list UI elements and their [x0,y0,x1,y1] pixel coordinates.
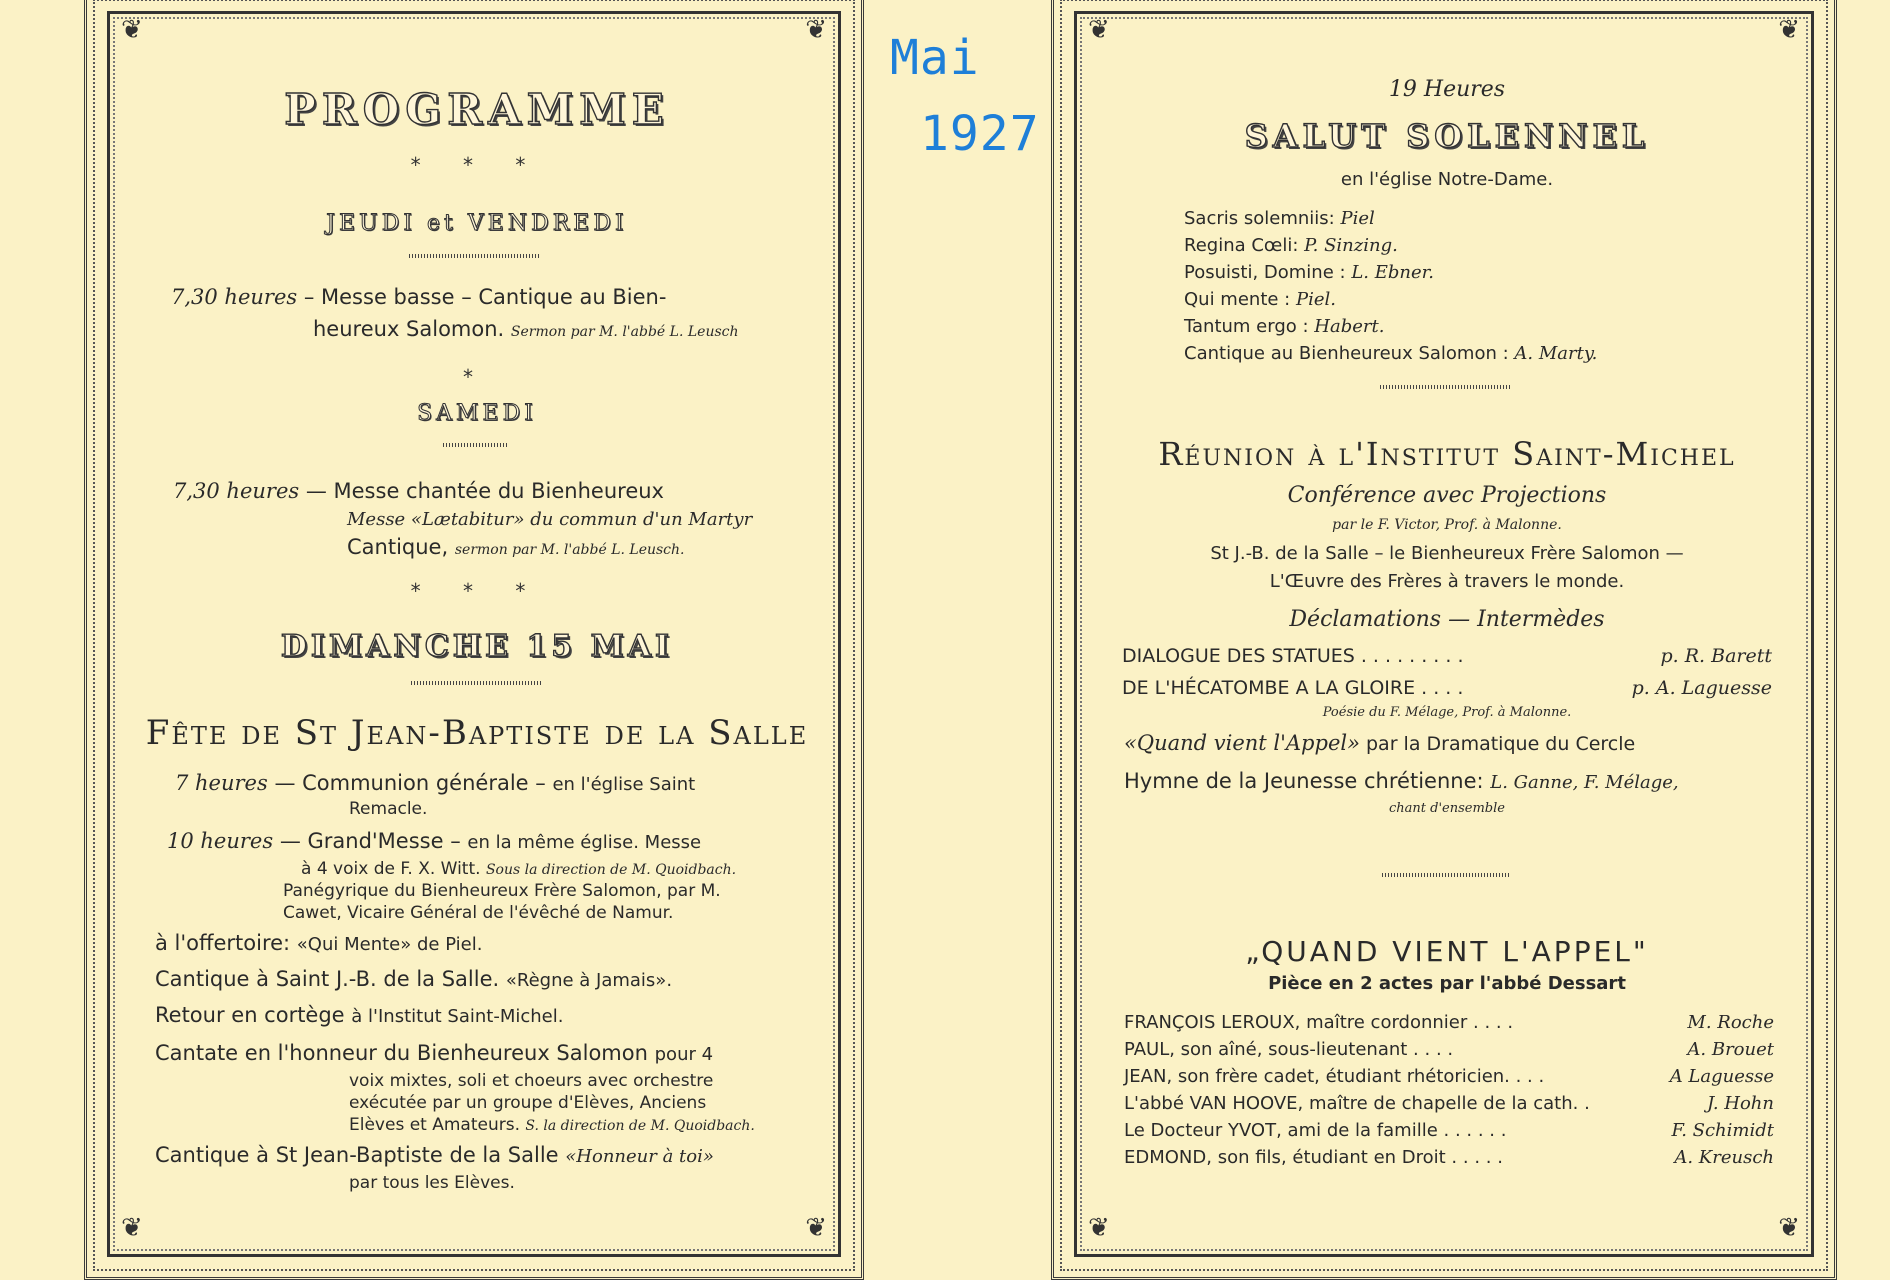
cast-row: PAUL, son aîné, sous-lieutenant . . . . A. Brouet [1124,1039,1774,1060]
event-text: — Grand'Messe – [279,829,461,853]
item-cantate-line2: voix mixtes, soli et choeurs avec orchestre [349,1071,714,1091]
item-text: Cantate en l'honneur du Bienheureux Salomon [155,1041,648,1065]
stamp-month: Mai [890,30,980,86]
divider-rule [443,443,509,447]
stars-divider: * * * [410,153,544,177]
declamation-author: p. A. Laguesse [1631,677,1772,699]
declamation-author: L. Ganne, F. Mélage, [1490,772,1679,793]
event-time: 10 heures [167,829,274,853]
music-item: Sacris solemniis: Piel [1184,208,1375,229]
event-communion [175,771,695,795]
ornament-icon: ❦ [805,15,827,45]
item-text: Elèves et Amateurs. [349,1115,520,1135]
item-cantate [155,1041,713,1065]
event-text: à 4 voix de F. X. Witt. [301,859,481,879]
item-cantique-final-line2: par tous les Elèves. [349,1173,515,1193]
left-page [84,0,864,1280]
event-place: en l'église Saint [552,774,696,795]
declamation-author: p. R. Barett [1660,645,1772,667]
event-note: Sermon par M. l'abbé L. Leusch [510,324,739,340]
event-note: Sous la direction de M. Quoidbach. [485,862,737,878]
declamation-note: chant d'ensemble [1389,801,1505,816]
item-cortege [155,1003,563,1027]
declamation-title: «Quand vient l'Appel» [1124,731,1360,755]
event-saturday-mass: Messe «Lætabitur» du commun d'un Martyr [347,509,753,530]
declamation-title: DE L'HÉCATOMBE A LA GLOIRE . . . . [1122,677,1464,699]
programme-title: PROGRAMME [284,85,670,134]
event-thursday-line2 [313,317,739,341]
topic-line2: L'Œuvre des Frères à travers le monde. [1269,571,1625,592]
event-place: en la même église. Messe [467,832,702,853]
divider-rule [411,681,541,685]
cast-list [1124,1009,1774,1171]
declamation-row [1122,645,1772,667]
item-offertoire [155,931,482,955]
declamation-author: par la Dramatique du Cercle [1365,733,1636,755]
right-page [1051,0,1837,1280]
declamation-row [1122,677,1772,699]
divider-rule [409,254,539,258]
music-list [1184,205,1597,367]
sunday-heading: DIMANCHE 15 MAI [280,629,674,664]
declamation-title: DIALOGUE DES STATUES . . . . . . . . . [1122,645,1464,667]
event-thursday [171,285,666,309]
event-text: — Messe chantée du Bienheureux [305,479,664,503]
event-text: Cantique, [347,535,449,559]
cast-row: L'abbé VAN HOOVE, maître de chapelle de la cath. . J. Hohn [1124,1093,1774,1114]
cast-row: JEAN, son frère cadet, étudiant rhétoricien. . . . A Laguesse [1124,1066,1774,1087]
church-line: en l'église Notre-Dame. [1340,169,1554,190]
item-cantique [155,967,672,991]
event-saturday-line3 [347,535,684,559]
event-grand-messe-line4: Cawet, Vicaire Général de l'évêché de Namur. [283,903,674,923]
event-grand-messe-line3: Panégyrique du Bienheureux Frère Salomon, par M. [283,881,721,901]
ornament-icon: ❦ [1778,15,1800,45]
item-detail: à l'Institut Saint-Michel. [351,1006,564,1027]
event-text: — Communion générale – [274,771,546,795]
item-text: Retour en cortège [155,1003,345,1027]
declamation-note: Poésie du F. Mélage, Prof. à Malonne. [1322,705,1572,720]
day-heading-saturday: SAMEDI [417,401,537,426]
hour-heading: 19 Heures [1388,77,1506,102]
music-item: Tantum ergo : Habert. [1184,316,1385,337]
event-text: heureux Salomon. [313,317,505,341]
item-detail: pour 4 [654,1044,714,1065]
item-note: S. la direction de M. Quoidbach. [525,1118,755,1134]
reunion-title: Réunion à l'Institut Saint-Michel [1158,435,1736,473]
item-detail: «Honneur à toi» [565,1146,714,1167]
cast-row: FRANÇOIS LEROUX, maître cordonnier . . . . M. Roche [1124,1012,1774,1033]
cast-row: Le Docteur YVOT, ami de la famille . . . . . . F. Schimidt [1124,1120,1774,1141]
cast-row: EDMOND, son fils, étudiant en Droit . . . . . A. Kreusch [1124,1147,1774,1168]
fete-title: Fête de St Jean-Baptiste de la Salle [145,713,809,753]
day-heading-thursday-friday: JEUDI et VENDREDI [326,211,628,236]
topic-line1: St J.-B. de la Salle – le Bienheureux Frère Salomon — [1210,543,1684,564]
item-cantate-line3: exécutée par un groupe d'Elèves, Anciens [349,1093,707,1113]
ornament-icon: ❦ [1778,1213,1800,1243]
declamation-row [1124,731,1635,755]
conference-by: par le F. Victor, Prof. à Malonne. [1332,517,1562,533]
play-title: „QUAND VIENT L'APPEL" [1245,935,1649,968]
event-saturday [173,479,664,503]
event-note: sermon par M. l'abbé L. Leusch. [454,542,685,558]
music-item: Posuisti, Domine : L. Ebner. [1184,262,1434,283]
event-place-line2: Remacle. [349,799,428,819]
declamations-heading: Déclamations — Intermèdes [1289,607,1605,632]
item-cantique-final [155,1143,714,1167]
ornament-icon: ❦ [121,1213,143,1243]
ornament-icon: ❦ [1088,1213,1110,1243]
stamp-year: 1927 [920,106,1040,162]
music-item: Regina Cœli: P. Sinzing. [1184,235,1398,256]
divider-rule [1382,873,1510,877]
item-text: Cantique à St Jean-Baptiste de la Salle [155,1143,559,1167]
event-grand-messe [167,829,701,853]
event-text: – Messe basse – Cantique au Bien- [303,285,667,309]
declamation-row [1124,769,1679,793]
divider-rule [1380,385,1510,389]
item-cantate-line4 [349,1115,755,1135]
item-detail: «Règne à Jamais». [505,970,673,991]
ornament-icon: ❦ [121,15,143,45]
item-text: à l'offertoire: [155,931,291,955]
salut-title: SALUT SOLENNEL [1244,117,1650,155]
event-time: 7,30 heures [173,479,300,503]
music-item: Cantique au Bienheureux Salomon : A. Marty. [1184,343,1598,364]
conference-title: Conférence avec Projections [1287,483,1607,508]
declamation-title: Hymne de la Jeunesse chrétienne: [1124,769,1484,793]
item-text: Cantique à Saint J.-B. de la Salle. [155,967,500,991]
star-divider: * [463,365,491,389]
event-grand-messe-line2 [301,859,736,879]
item-detail: «Qui Mente» de Piel. [296,934,483,955]
play-subtitle: Pièce en 2 actes par l'abbé Dessart [1268,973,1626,994]
event-time: 7,30 heures [171,285,298,309]
event-time: 7 heures [175,771,268,795]
music-item: Qui mente : Piel. [1184,289,1336,310]
ornament-icon: ❦ [1088,15,1110,45]
ornament-icon: ❦ [805,1213,827,1243]
stars-divider: * * * [410,579,544,603]
